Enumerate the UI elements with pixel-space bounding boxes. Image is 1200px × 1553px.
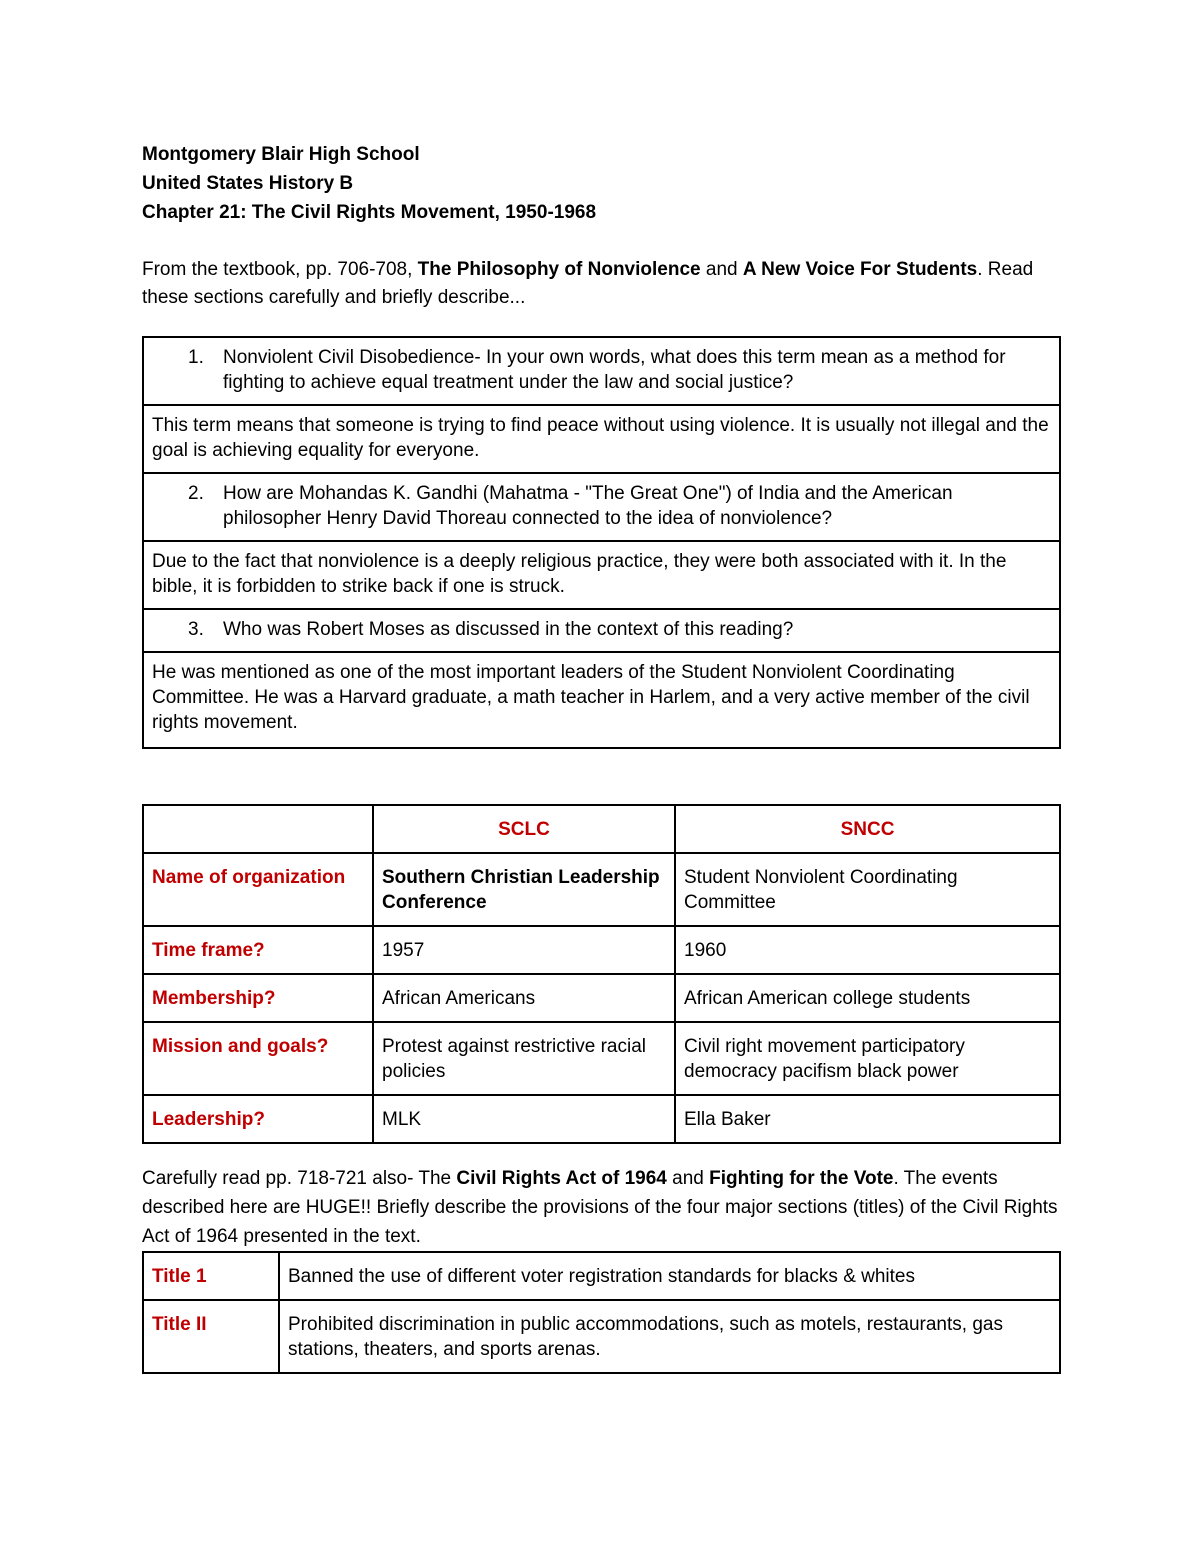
section2-text-3: . The events described here are HUGE!! Briefly describe the provisions of the four major sections (titles) of the Civil Rights Act of 1964 presented in the text. xyxy=(142,1168,1058,1247)
intro-text-1: From the textbook, pp. 706-708, xyxy=(142,259,418,280)
answer-row xyxy=(143,652,1060,748)
sncc-cell[interactable]: Student Nonviolent Coordinating Committee xyxy=(675,853,1060,926)
table-row xyxy=(143,974,1060,1022)
course-name: United States History B xyxy=(142,173,354,194)
sclc-cell[interactable]: Southern Christian Leadership Conference xyxy=(373,853,675,926)
answer-row xyxy=(143,541,1060,609)
title-description[interactable]: Prohibited discrimination in public accommodations, such as motels, restaurants, gas stations, theaters, and sports arenas. xyxy=(279,1300,1060,1373)
answer-cell[interactable]: He was mentioned as one of the most important leaders of the Student Nonviolent Coordinating Committee. He was a Harvard graduate, a math teacher in Harlem, and a very active member of the civil rights movement. xyxy=(143,652,1060,748)
row-label: Leadership? xyxy=(143,1095,373,1143)
sncc-cell[interactable]: Civil right movement participatory democracy pacifism black power xyxy=(675,1022,1060,1095)
question-row xyxy=(143,337,1060,405)
title-label: Title II xyxy=(143,1300,279,1373)
row-label: Membership? xyxy=(143,974,373,1022)
titles-table xyxy=(142,1251,1061,1374)
question-row xyxy=(143,473,1060,541)
row-label: Time frame? xyxy=(143,926,373,974)
question-cell xyxy=(143,609,1060,652)
sclc-cell[interactable]: African Americans xyxy=(373,974,675,1022)
civil-rights-act-paragraph xyxy=(142,1164,1062,1251)
table-row xyxy=(143,1022,1060,1095)
sncc-cell[interactable]: Ella Baker xyxy=(675,1095,1060,1143)
question-cell xyxy=(143,473,1060,541)
question-row xyxy=(143,609,1060,652)
document-page xyxy=(142,140,1062,1374)
organizations-table xyxy=(142,804,1061,1144)
school-name: Montgomery Blair High School xyxy=(142,144,420,165)
intro-text-2: and xyxy=(700,259,743,280)
intro-bold-2: A New Voice For Students xyxy=(742,259,978,280)
question-text: Who was Robert Moses as discussed in the context of this reading? xyxy=(223,619,794,640)
intro-bold-1: The Philosophy of Nonviolence xyxy=(417,259,701,280)
sclc-cell[interactable]: 1957 xyxy=(373,926,675,974)
table-row xyxy=(143,1300,1060,1373)
question-number: 3. xyxy=(188,619,204,640)
section2-text-2: and xyxy=(666,1168,710,1189)
question-text: How are Mohandas K. Gandhi (Mahatma - "The Great One") of India and the American philosopher Henry David Thoreau connected to the idea of nonviolence? xyxy=(223,483,953,529)
title-label: Title 1 xyxy=(143,1252,279,1300)
section2-bold-1: Civil Rights Act of 1964 xyxy=(456,1168,667,1189)
question-number: 1. xyxy=(188,347,204,368)
intro-text-3: . Read these sections carefully and briefly describe... xyxy=(142,259,1034,308)
header-sclc: SCLC xyxy=(373,805,675,853)
section2-text-1: Carefully read pp. 718-721 also- The xyxy=(142,1168,457,1189)
header-sncc: SNCC xyxy=(675,805,1060,853)
table-header-row xyxy=(143,805,1060,853)
answer-cell[interactable]: Due to the fact that nonviolence is a deeply religious practice, they were both associated with it. In the bible, it is forbidden to strike back if one is struck. xyxy=(143,541,1060,609)
section2-bold-2: Fighting for the Vote xyxy=(709,1168,894,1189)
sncc-cell[interactable]: African American college students xyxy=(675,974,1060,1022)
table-row xyxy=(143,926,1060,974)
intro-paragraph xyxy=(142,256,1062,312)
title-description[interactable]: Banned the use of different voter registration standards for blacks & whites xyxy=(279,1252,1060,1300)
sncc-cell[interactable]: 1960 xyxy=(675,926,1060,974)
answer-row xyxy=(143,405,1060,473)
chapter-title: Chapter 21: The Civil Rights Movement, 1950-1968 xyxy=(142,202,597,223)
sclc-cell[interactable]: Protest against restrictive racial policies xyxy=(373,1022,675,1095)
row-label: Name of organization xyxy=(143,853,373,926)
questions-table xyxy=(142,336,1061,749)
question-text: Nonviolent Civil Disobedience- In your own words, what does this term mean as a method for fighting to achieve equal treatment under the law and social justice? xyxy=(223,347,1006,393)
question-cell xyxy=(143,337,1060,405)
table-row xyxy=(143,853,1060,926)
table-row xyxy=(143,1095,1060,1143)
answer-cell[interactable]: This term means that someone is trying to find peace without using violence. It is usually not illegal and the goal is achieving equality for everyone. xyxy=(143,405,1060,473)
sclc-cell[interactable]: MLK xyxy=(373,1095,675,1143)
table-row xyxy=(143,1252,1060,1300)
header-empty-cell xyxy=(143,805,373,853)
question-number: 2. xyxy=(188,483,204,504)
row-label: Mission and goals? xyxy=(143,1022,373,1095)
